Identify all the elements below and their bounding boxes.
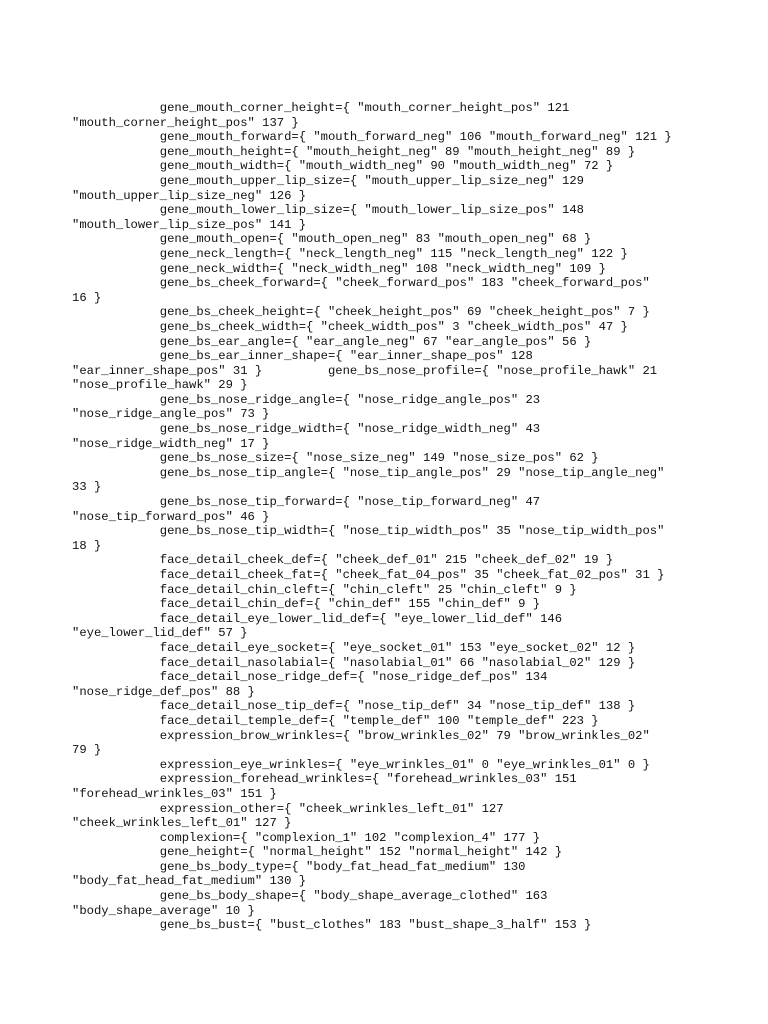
text-line: expression_forehead_wrinkles={ "forehead_wrinkles_03" 151 [72,772,577,787]
text-line: expression_eye_wrinkles={ "eye_wrinkles_01" 0 "eye_wrinkles_01" 0 } [72,757,650,772]
text-line: 16 } [72,290,102,305]
text-line: gene_bs_ear_angle={ "ear_angle_neg" 67 "ear_angle_pos" 56 } [72,334,592,349]
text-line: gene_mouth_height={ "mouth_height_neg" 89 "mouth_height_neg" 89 } [72,144,636,159]
text-line: gene_bs_nose_size={ "nose_size_neg" 149 "nose_size_pos" 62 } [72,451,599,466]
text-line: "nose_ridge_def_pos" 88 } [72,684,255,699]
text-line: "eye_lower_lid_def" 57 } [72,626,248,641]
text-line: gene_mouth_forward={ "mouth_forward_neg" 106 "mouth_forward_neg" 121 } [72,130,672,145]
text-line: face_detail_eye_lower_lid_def={ "eye_lower_lid_def" 146 [72,611,563,626]
text-line: "cheek_wrinkles_left_01" 127 } [72,816,292,831]
text-line: gene_mouth_corner_height={ "mouth_corner_height_pos" 121 [72,101,570,115]
text-line: gene_bs_cheek_width={ "cheek_width_pos" 3 "cheek_width_pos" 47 } [72,319,628,334]
text-line: gene_mouth_width={ "mouth_width_neg" 90 "mouth_width_neg" 72 } [72,159,614,174]
text-line: gene_bs_nose_ridge_width={ "nose_ridge_width_neg" 43 [72,422,541,437]
text-line: expression_other={ "cheek_wrinkles_left_01" 127 [72,801,504,816]
text-line: gene_bs_nose_tip_angle={ "nose_tip_angle_pos" 29 "nose_tip_angle_neg" [72,465,665,480]
text-line: face_detail_cheek_def={ "cheek_def_01" 215 "cheek_def_02" 19 } [72,553,614,568]
text-line: gene_bs_nose_ridge_angle={ "nose_ridge_angle_pos" 23 [72,392,541,407]
text-line: "body_shape_average" 10 } [72,903,255,918]
text-line: "mouth_lower_lip_size_pos" 141 } [72,217,307,232]
text-line: face_detail_nose_tip_def={ "nose_tip_def" 34 "nose_tip_def" 138 } [72,699,636,714]
text-line: face_detail_chin_def={ "chin_def" 155 "chin_def" 9 } [72,597,541,612]
text-line: "body_fat_head_fat_medium" 130 } [72,874,307,889]
text-line: face_detail_eye_socket={ "eye_socket_01" 153 "eye_socket_02" 12 } [72,640,636,655]
text-line: "nose_ridge_width_neg" 17 } [72,436,270,451]
text-line: gene_height={ "normal_height" 152 "normal_height" 142 } [72,845,563,860]
text-line: gene_neck_width={ "neck_width_neg" 108 "neck_width_neg" 109 } [72,261,606,276]
document-text-body [72,101,712,933]
text-line: "mouth_corner_height_pos" 137 } [72,115,299,130]
text-line: "nose_tip_forward_pos" 46 } [72,509,270,524]
text-line: 33 } [72,480,102,495]
text-line: gene_bs_cheek_forward={ "cheek_forward_pos" 183 "cheek_forward_pos" [72,276,650,291]
text-line: gene_bs_body_shape={ "body_shape_average_clothed" 163 [72,889,548,904]
text-line: gene_bs_body_type={ "body_fat_head_fat_medium" 130 [72,859,526,874]
text-line: gene_neck_length={ "neck_length_neg" 115 "neck_length_neg" 122 } [72,246,628,261]
text-line: "mouth_upper_lip_size_neg" 126 } [72,188,307,203]
text-line: face_detail_temple_def={ "temple_def" 100 "temple_def" 223 } [72,713,599,728]
text-line: 18 } [72,538,102,553]
text-line: gene_mouth_upper_lip_size={ "mouth_upper_lip_size_neg" 129 [72,173,584,188]
text-line: face_detail_chin_cleft={ "chin_cleft" 25 "chin_cleft" 9 } [72,582,577,597]
text-line: gene_mouth_lower_lip_size={ "mouth_lower_lip_size_pos" 148 [72,203,584,218]
text-line: gene_bs_ear_inner_shape={ "ear_inner_shape_pos" 128 [72,349,533,364]
text-line: complexion={ "complexion_1" 102 "complexion_4" 177 } [72,830,541,845]
text-line: gene_bs_bust={ "bust_clothes" 183 "bust_shape_3_half" 153 } [72,918,592,933]
text-line: gene_mouth_open={ "mouth_open_neg" 83 "mouth_open_neg" 68 } [72,232,592,247]
text-line: "ear_inner_shape_pos" 31 } gene_bs_nose_profile={ "nose_profile_hawk" 21 [72,363,658,378]
text-line: gene_bs_cheek_height={ "cheek_height_pos" 69 "cheek_height_pos" 7 } [72,305,650,320]
text-line: gene_bs_nose_tip_width={ "nose_tip_width_pos" 35 "nose_tip_width_pos" [72,524,665,539]
text-line: "nose_profile_hawk" 29 } [72,378,248,393]
text-line: 79 } [72,743,102,758]
text-line: gene_bs_nose_tip_forward={ "nose_tip_forward_neg" 47 [72,495,541,510]
text-line: face_detail_nasolabial={ "nasolabial_01" 66 "nasolabial_02" 129 } [72,655,636,670]
text-line: expression_brow_wrinkles={ "brow_wrinkles_02" 79 "brow_wrinkles_02" [72,728,650,743]
text-line: face_detail_cheek_fat={ "cheek_fat_04_pos" 35 "cheek_fat_02_pos" 31 } [72,568,665,582]
text-line: "forehead_wrinkles_03" 151 } [72,786,277,801]
text-line: "nose_ridge_angle_pos" 73 } [72,407,270,422]
text-line: face_detail_nose_ridge_def={ "nose_ridge_def_pos" 134 [72,670,548,685]
